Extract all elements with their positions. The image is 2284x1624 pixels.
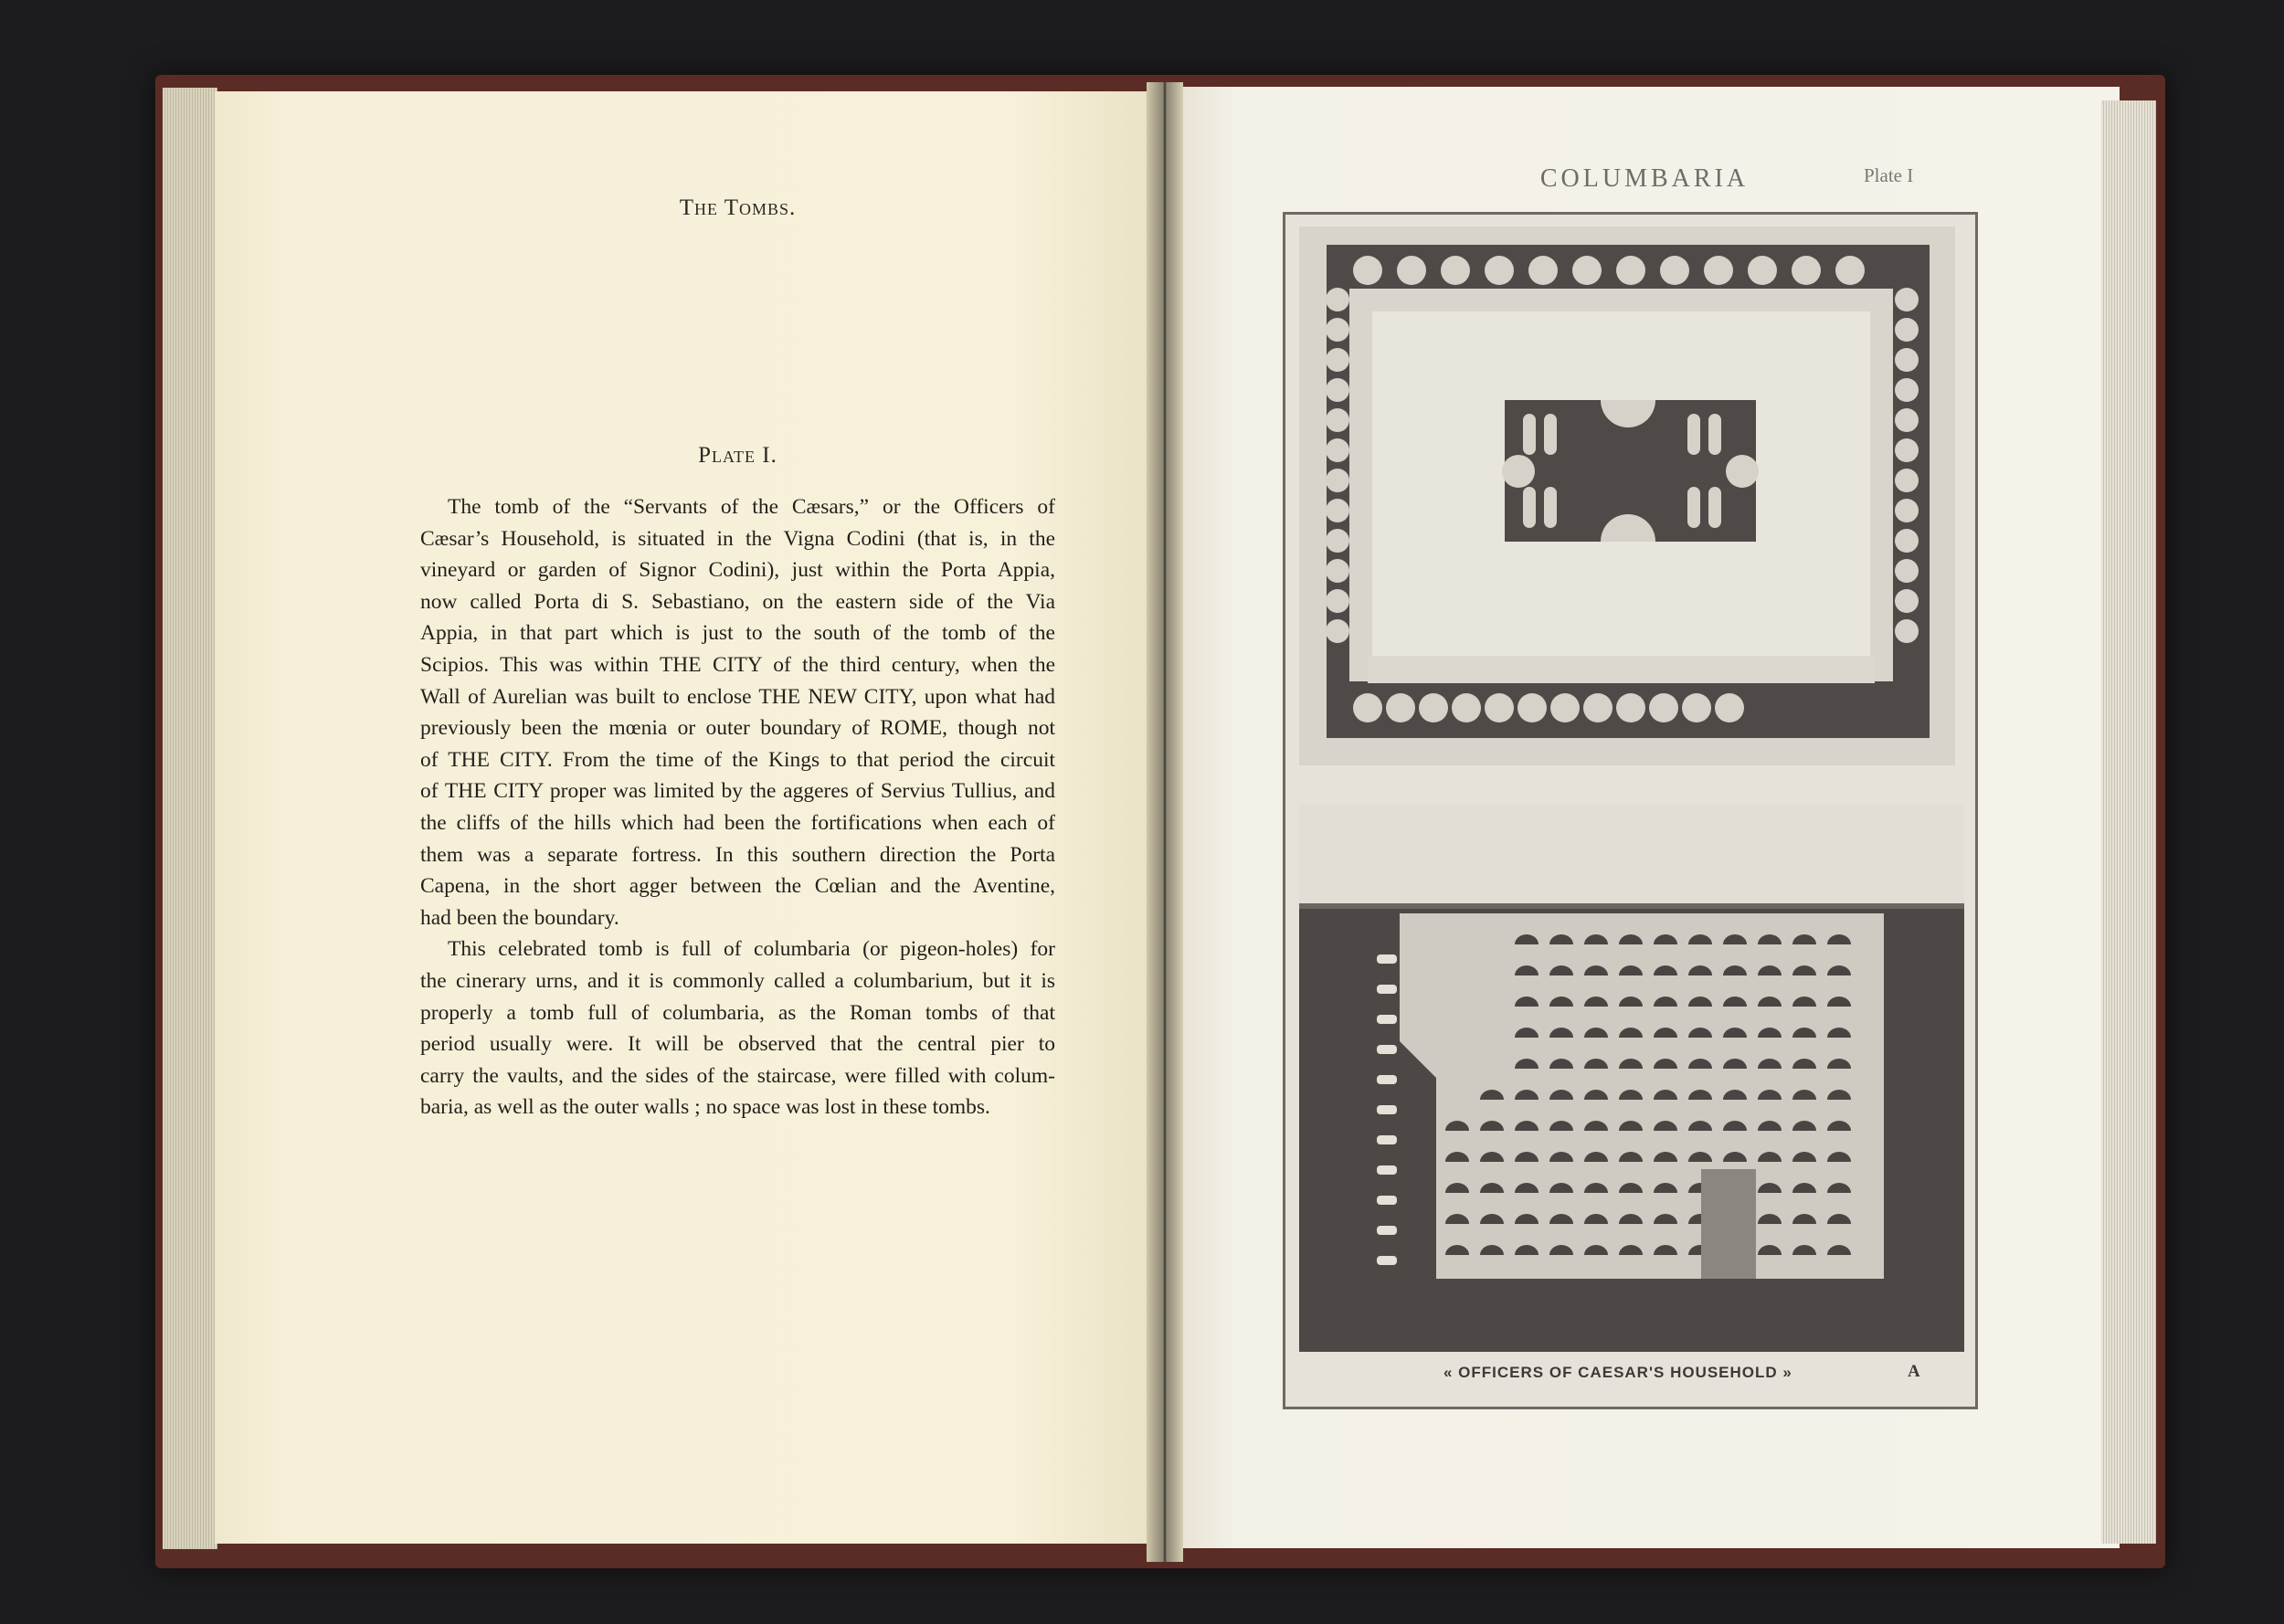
niche-mark <box>1326 499 1349 522</box>
text-line: now called Porta di S. Sebastiano, on the eastern side of the Via <box>420 589 1055 614</box>
niche-mark <box>1419 693 1448 722</box>
niche-mark <box>1895 499 1919 522</box>
niche-mark <box>1528 256 1558 285</box>
niche-mark <box>1550 693 1580 722</box>
niche-mark <box>1583 693 1613 722</box>
niche-mark <box>1326 469 1349 492</box>
niche-mark <box>1895 619 1919 643</box>
text-line: Capena, in the short agger between the Cœlian and the Aventine, <box>420 874 1055 899</box>
ledge-mark <box>1377 1256 1397 1265</box>
niche-mark <box>1441 256 1470 285</box>
text-line: of THE CITY. From the time of the Kings to that period the circuit <box>420 747 1055 772</box>
niche-mark <box>1386 693 1415 722</box>
niche-mark <box>1326 318 1349 342</box>
ledge-mark <box>1377 985 1397 994</box>
text-line: Appia, in that part which is just to the south of the tomb of the <box>420 621 1055 646</box>
niche-mark <box>1326 348 1349 372</box>
niche-mark <box>1704 256 1733 285</box>
page-edges-right <box>2101 100 2156 1544</box>
niche-mark <box>1572 256 1602 285</box>
ledge-mark <box>1377 1015 1397 1024</box>
ground-plan-illustration <box>1299 227 1955 765</box>
text-line: the cliffs of the hills which had been the fortifications when each of <box>420 810 1055 835</box>
niche-mark <box>1660 256 1689 285</box>
niche-mark <box>1326 408 1349 432</box>
niche-mark <box>1649 693 1678 722</box>
text-line: carry the vaults, and the sides of the staircase, were filled with colum- <box>420 1063 1055 1088</box>
ledge-mark <box>1377 954 1397 964</box>
text-line: The tomb of the “Servants of the Cæsars,” or the Officers of <box>448 495 1055 519</box>
paragraph-2 <box>420 933 1055 1123</box>
niche-mark <box>1326 559 1349 583</box>
ledge-mark <box>1377 1226 1397 1235</box>
plate-heading: Plate I. <box>698 443 777 468</box>
niche-mark <box>1326 378 1349 402</box>
text-line: properly a tomb full of columbaria, as the Roman tombs of that <box>420 1000 1055 1025</box>
text-line: vineyard or garden of Signor Codini), just within the Porta Appia, <box>420 558 1055 583</box>
niche-mark <box>1895 408 1919 432</box>
niche-mark <box>1895 288 1919 311</box>
page-edges-left <box>163 88 217 1549</box>
ledge-mark <box>1377 1135 1397 1144</box>
niche-mark <box>1326 288 1349 311</box>
niche-mark <box>1326 619 1349 643</box>
ledge-mark <box>1377 1075 1397 1084</box>
niche-mark <box>1792 256 1821 285</box>
niche-mark <box>1895 559 1919 583</box>
ledge-mark <box>1377 1196 1397 1205</box>
plate-number: Plate I <box>1864 164 1914 186</box>
niche-mark <box>1835 256 1865 285</box>
section-illustration <box>1299 804 1964 1352</box>
niche-mark <box>1895 529 1919 553</box>
running-head: The Tombs. <box>679 195 797 220</box>
text-line: them was a separate fortress. In this southern direction the Porta <box>420 842 1055 867</box>
niche-mark <box>1895 438 1919 462</box>
text-line: the cinerary urns, and it is commonly called a columbarium, but it is <box>420 968 1055 993</box>
plate-caption: « OFFICERS OF CAESAR'S HOUSEHOLD » <box>1443 1364 1792 1381</box>
ledge-mark <box>1377 1165 1397 1175</box>
niche-mark <box>1485 693 1514 722</box>
ledge-mark <box>1377 1045 1397 1054</box>
text-line: This celebrated tomb is full of columbaria (or pigeon-holes) for <box>448 937 1055 962</box>
niche-mark <box>1326 529 1349 553</box>
niche-mark <box>1715 693 1744 722</box>
niche-mark <box>1616 256 1645 285</box>
text-line: period usually were. It will be observed that the central pier to <box>420 1032 1055 1057</box>
niche-mark <box>1353 693 1382 722</box>
paragraph-1 <box>420 491 1055 933</box>
plate-letter: A <box>1908 1362 1920 1381</box>
text-line: had been the boundary. <box>420 905 619 930</box>
ledge-mark <box>1377 1105 1397 1114</box>
niche-mark <box>1485 256 1514 285</box>
text-line: previously been the mœnia or outer boundary of ROME, though not <box>420 716 1055 741</box>
text-line: of THE CITY proper was limited by the aggeres of Servius Tullius, and <box>420 779 1055 804</box>
niche-mark <box>1517 693 1547 722</box>
niche-mark <box>1682 693 1711 722</box>
book-gutter <box>1147 82 1183 1562</box>
text-line: baria, as well as the outer walls ; no space was lost in these tombs. <box>420 1095 990 1120</box>
plate-title: COLUMBARIA <box>1539 164 1750 193</box>
niche-mark <box>1895 318 1919 342</box>
niche-mark <box>1895 348 1919 372</box>
niche-mark <box>1748 256 1777 285</box>
niche-mark <box>1397 256 1426 285</box>
niche-mark <box>1895 378 1919 402</box>
text-line: Scipios. This was within THE CITY of the third century, when the <box>420 652 1055 677</box>
niche-mark <box>1895 469 1919 492</box>
text-line: Wall of Aurelian was built to enclose THE NEW CITY, upon what had <box>420 684 1055 709</box>
niche-mark <box>1895 589 1919 613</box>
niche-mark <box>1452 693 1481 722</box>
body-text <box>420 491 1055 1123</box>
niche-mark <box>1326 589 1349 613</box>
niche-mark <box>1353 256 1382 285</box>
niche-mark <box>1326 438 1349 462</box>
text-line: Cæsar’s Household, is situated in the Vigna Codini (that is, in the <box>420 526 1055 551</box>
niche-mark <box>1616 693 1645 722</box>
